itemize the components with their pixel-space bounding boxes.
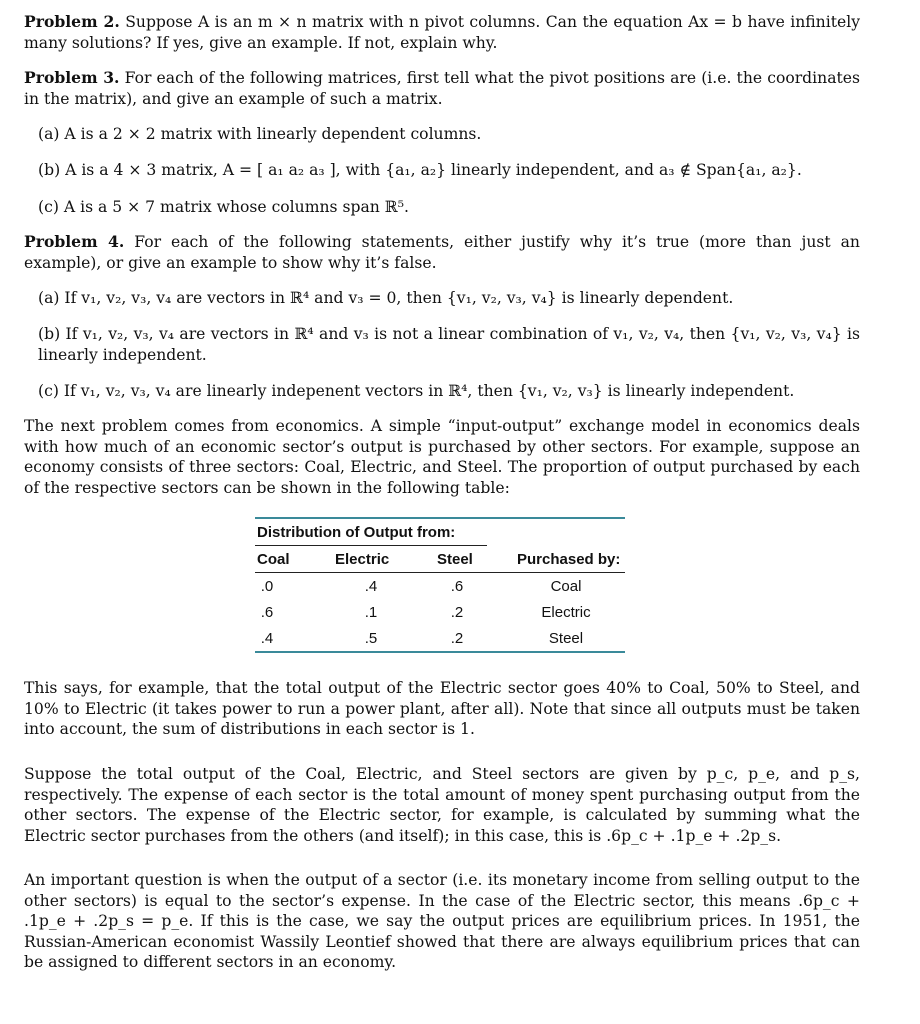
problem-text: Suppose A is an m × n matrix with n pivot columns. Can the equation Ax = b have infinitely many solutions? If yes, give an example. If not, explain why. <box>24 13 860 52</box>
problem-heading: Problem 2. <box>24 12 120 31</box>
cell-purchased-by: Steel <box>548 630 584 647</box>
paragraph-explanation: This says, for example, that the total output of the Electric sector goes 40% to Coal, 50% to Steel, and 10% to Electric (it takes power to run a power plant, after all). Note that since all outputs must be taken into account, the sum of distributions in each sector is 1. <box>24 679 860 738</box>
paragraph-expense: Suppose the total output of the Coal, Electric, and Steel sectors are given by p_c, p_e, and p_s, respectively. The expense of each sector is the total amount of money spent purchasing output from the other sectors. The expense of the Electric sector, for example, is calculated by summing what the Electric sector purchases from the others (and itself); in this case, this is .6p_c + .1p_e + .2p_s. <box>24 765 860 845</box>
table-caption: Distribution of Output from: <box>257 524 456 541</box>
problem-heading: Problem 4. <box>24 232 125 251</box>
problem-4-part-b: (b) If v₁, v₂, v₃, v₄ are vectors in ℝ⁴ and v₃ is not a linear combination of v₁, v₂, v₄, then {v₁, v₂, v₃, v₄} is linearly independent. <box>38 325 860 364</box>
cell-purchased-by: Coal <box>550 578 582 595</box>
problem-4 <box>24 232 860 273</box>
problem-4-part-a: (a) If v₁, v₂, v₃, v₄ are vectors in ℝ⁴ and v₃ = 0, then {v₁, v₂, v₃, v₄} is linearly dependent. <box>38 289 734 307</box>
problem-3-part-c: (c) A is a 5 × 7 matrix whose columns span ℝ⁵. <box>38 198 409 216</box>
problem-text: For each of the following statements, either justify why it’s true (more than just an example), or give an example to show why it’s false. <box>24 233 860 272</box>
table-row <box>255 599 625 625</box>
table-bottom-rule <box>255 651 625 653</box>
table-caption-row <box>255 519 625 545</box>
cell-steel: .2 <box>450 604 464 621</box>
header-coal: Coal <box>257 551 290 568</box>
intro-paragraph: The next problem comes from economics. A simple “input-output” exchange model in economics deals with how much of an economic sector’s output is purchased by other sectors. For example, suppose an economy consists of three sectors: Coal, Electric, and Steel. The proportion of output purchased by each of the respective sectors can be shown in the following table: <box>24 417 860 497</box>
problem-heading: Problem 3. <box>24 68 120 87</box>
problem-3-part-b: (b) A is a 4 × 3 matrix, A = [ a₁ a₂ a₃ ], with {a₁, a₂} linearly independent, and a₃ ∉ Span{a₁, a₂}. <box>38 161 802 179</box>
cell-electric: .5 <box>364 630 378 647</box>
cell-coal: .0 <box>260 578 274 595</box>
table-row <box>255 625 625 651</box>
cell-electric: .4 <box>364 578 378 595</box>
table-row <box>255 573 625 599</box>
header-purchased-by: Purchased by: <box>517 551 621 568</box>
problem-text: For each of the following matrices, first tell what the pivot positions are (i.e. the coordinates in the matrix), and give an example of such a matrix. <box>24 69 860 108</box>
distribution-table <box>255 517 625 653</box>
cell-steel: .6 <box>450 578 464 595</box>
problem-4-part-c: (c) If v₁, v₂, v₃, v₄ are linearly indepenent vectors in ℝ⁴, then {v₁, v₂, v₃} is linearly independent. <box>38 382 795 400</box>
cell-coal: .6 <box>260 604 274 621</box>
cell-electric: .1 <box>364 604 378 621</box>
cell-purchased-by: Electric <box>541 604 591 621</box>
header-steel: Steel <box>437 551 473 568</box>
problem-3-part-a: (a) A is a 2 × 2 matrix with linearly dependent columns. <box>38 125 482 143</box>
table-header-row <box>255 546 625 572</box>
paragraph-equilibrium: An important question is when the output of a sector (i.e. its monetary income from selling output to the other sectors) is equal to the sector’s expense. In the case of the Electric sector, this means .6p_c + .1p_e + .2p_s = p_e. If this is the case, we say the output prices are equilibrium prices. In 1951, the Russian-American economist Wassily Leontief showed that there are always equilibrium prices that can be assigned to different sectors in an economy. <box>24 871 860 971</box>
problem-2 <box>24 12 860 53</box>
problem-3 <box>24 68 860 109</box>
cell-coal: .4 <box>260 630 274 647</box>
cell-steel: .2 <box>450 630 464 647</box>
header-electric: Electric <box>335 551 390 568</box>
